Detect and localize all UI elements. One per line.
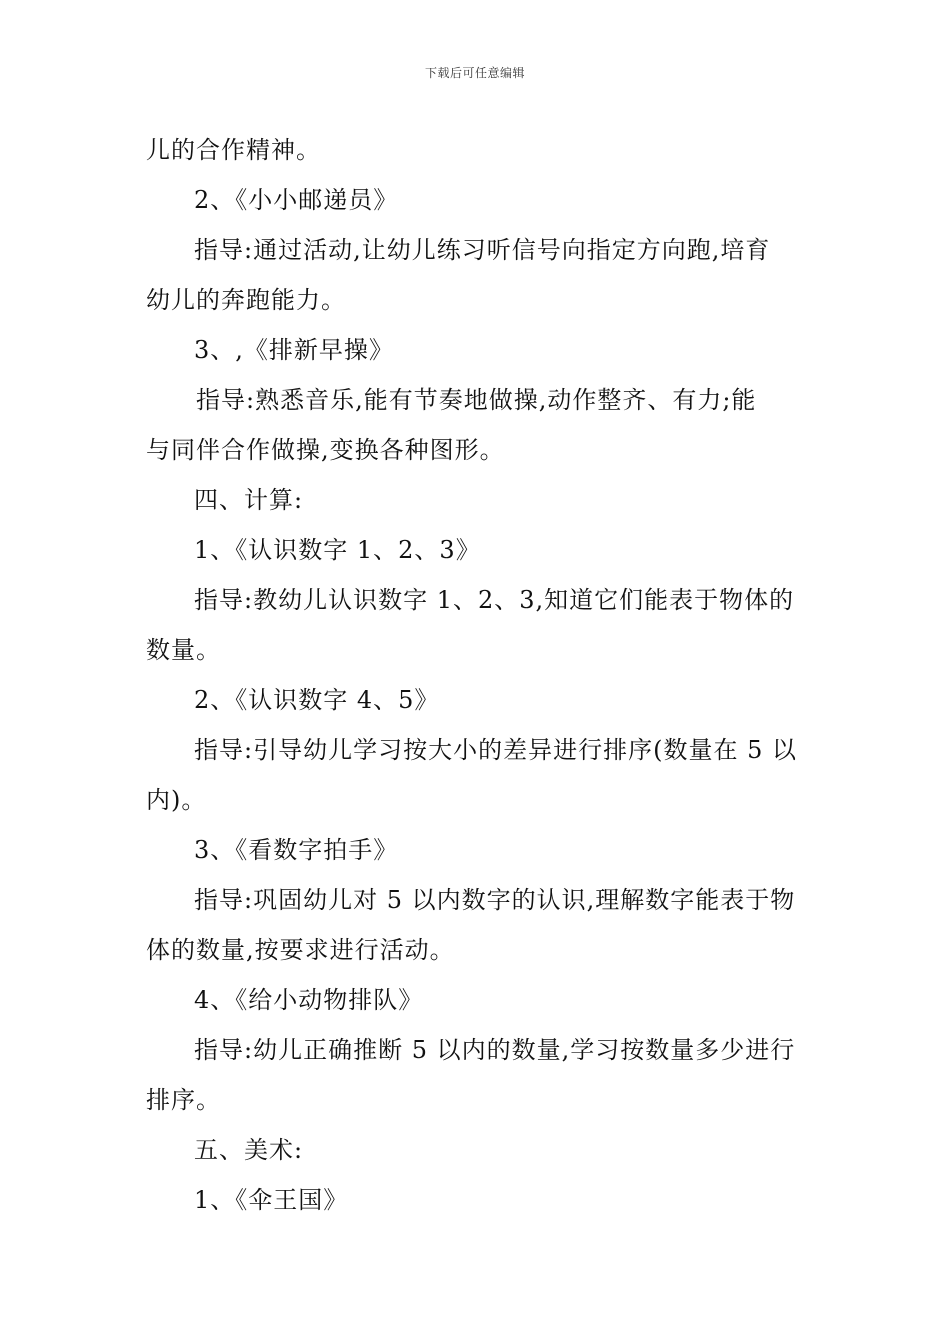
text-line: 1、《伞王国》 bbox=[194, 1186, 349, 1214]
text-line: 五、美术: bbox=[194, 1136, 304, 1164]
text-line: 指导:引导幼儿学习按大小的差异进行排序(数量在 5 以 bbox=[194, 736, 797, 764]
text-line: 数量。 bbox=[146, 636, 221, 664]
text-line: 3、,《排新早操》 bbox=[194, 336, 394, 364]
text-line: 与同伴合作做操,变换各种图形。 bbox=[146, 436, 505, 464]
text-line: 指导:通过活动,让幼儿练习听信号向指定方向跑,培育 bbox=[194, 236, 771, 264]
text-line: 幼儿的奔跑能力。 bbox=[146, 286, 346, 314]
text-line: 1、《认识数字 1、2、3》 bbox=[194, 536, 481, 564]
text-line: 指导:巩固幼儿对 5 以内数字的认识,理解数字能表于物 bbox=[194, 886, 796, 914]
text-line: 内)。 bbox=[146, 786, 207, 814]
text-line: 儿的合作精神。 bbox=[146, 136, 321, 164]
text-line: 2、《小小邮递员》 bbox=[194, 186, 399, 214]
page-header: 下载后可任意编辑 bbox=[424, 66, 525, 80]
text-line: 指导:幼儿正确推断 5 以内的数量,学习按数量多少进行 bbox=[194, 1036, 796, 1064]
text-line: 4、《给小动物排队》 bbox=[194, 986, 424, 1014]
text-line: 排序。 bbox=[146, 1086, 221, 1114]
text-line: 指导:教幼儿认识数字 1、2、3,知道它们能表于物体的 bbox=[194, 586, 795, 614]
text-line: 指导:熟悉音乐,能有节奏地做操,动作整齐、有力;能 bbox=[196, 386, 757, 414]
text-line: 体的数量,按要求进行活动。 bbox=[146, 936, 455, 964]
text-line: 2、《认识数字 4、5》 bbox=[194, 686, 440, 714]
text-line: 3、《看数字拍手》 bbox=[194, 836, 399, 864]
text-line: 四、计算: bbox=[194, 486, 304, 514]
